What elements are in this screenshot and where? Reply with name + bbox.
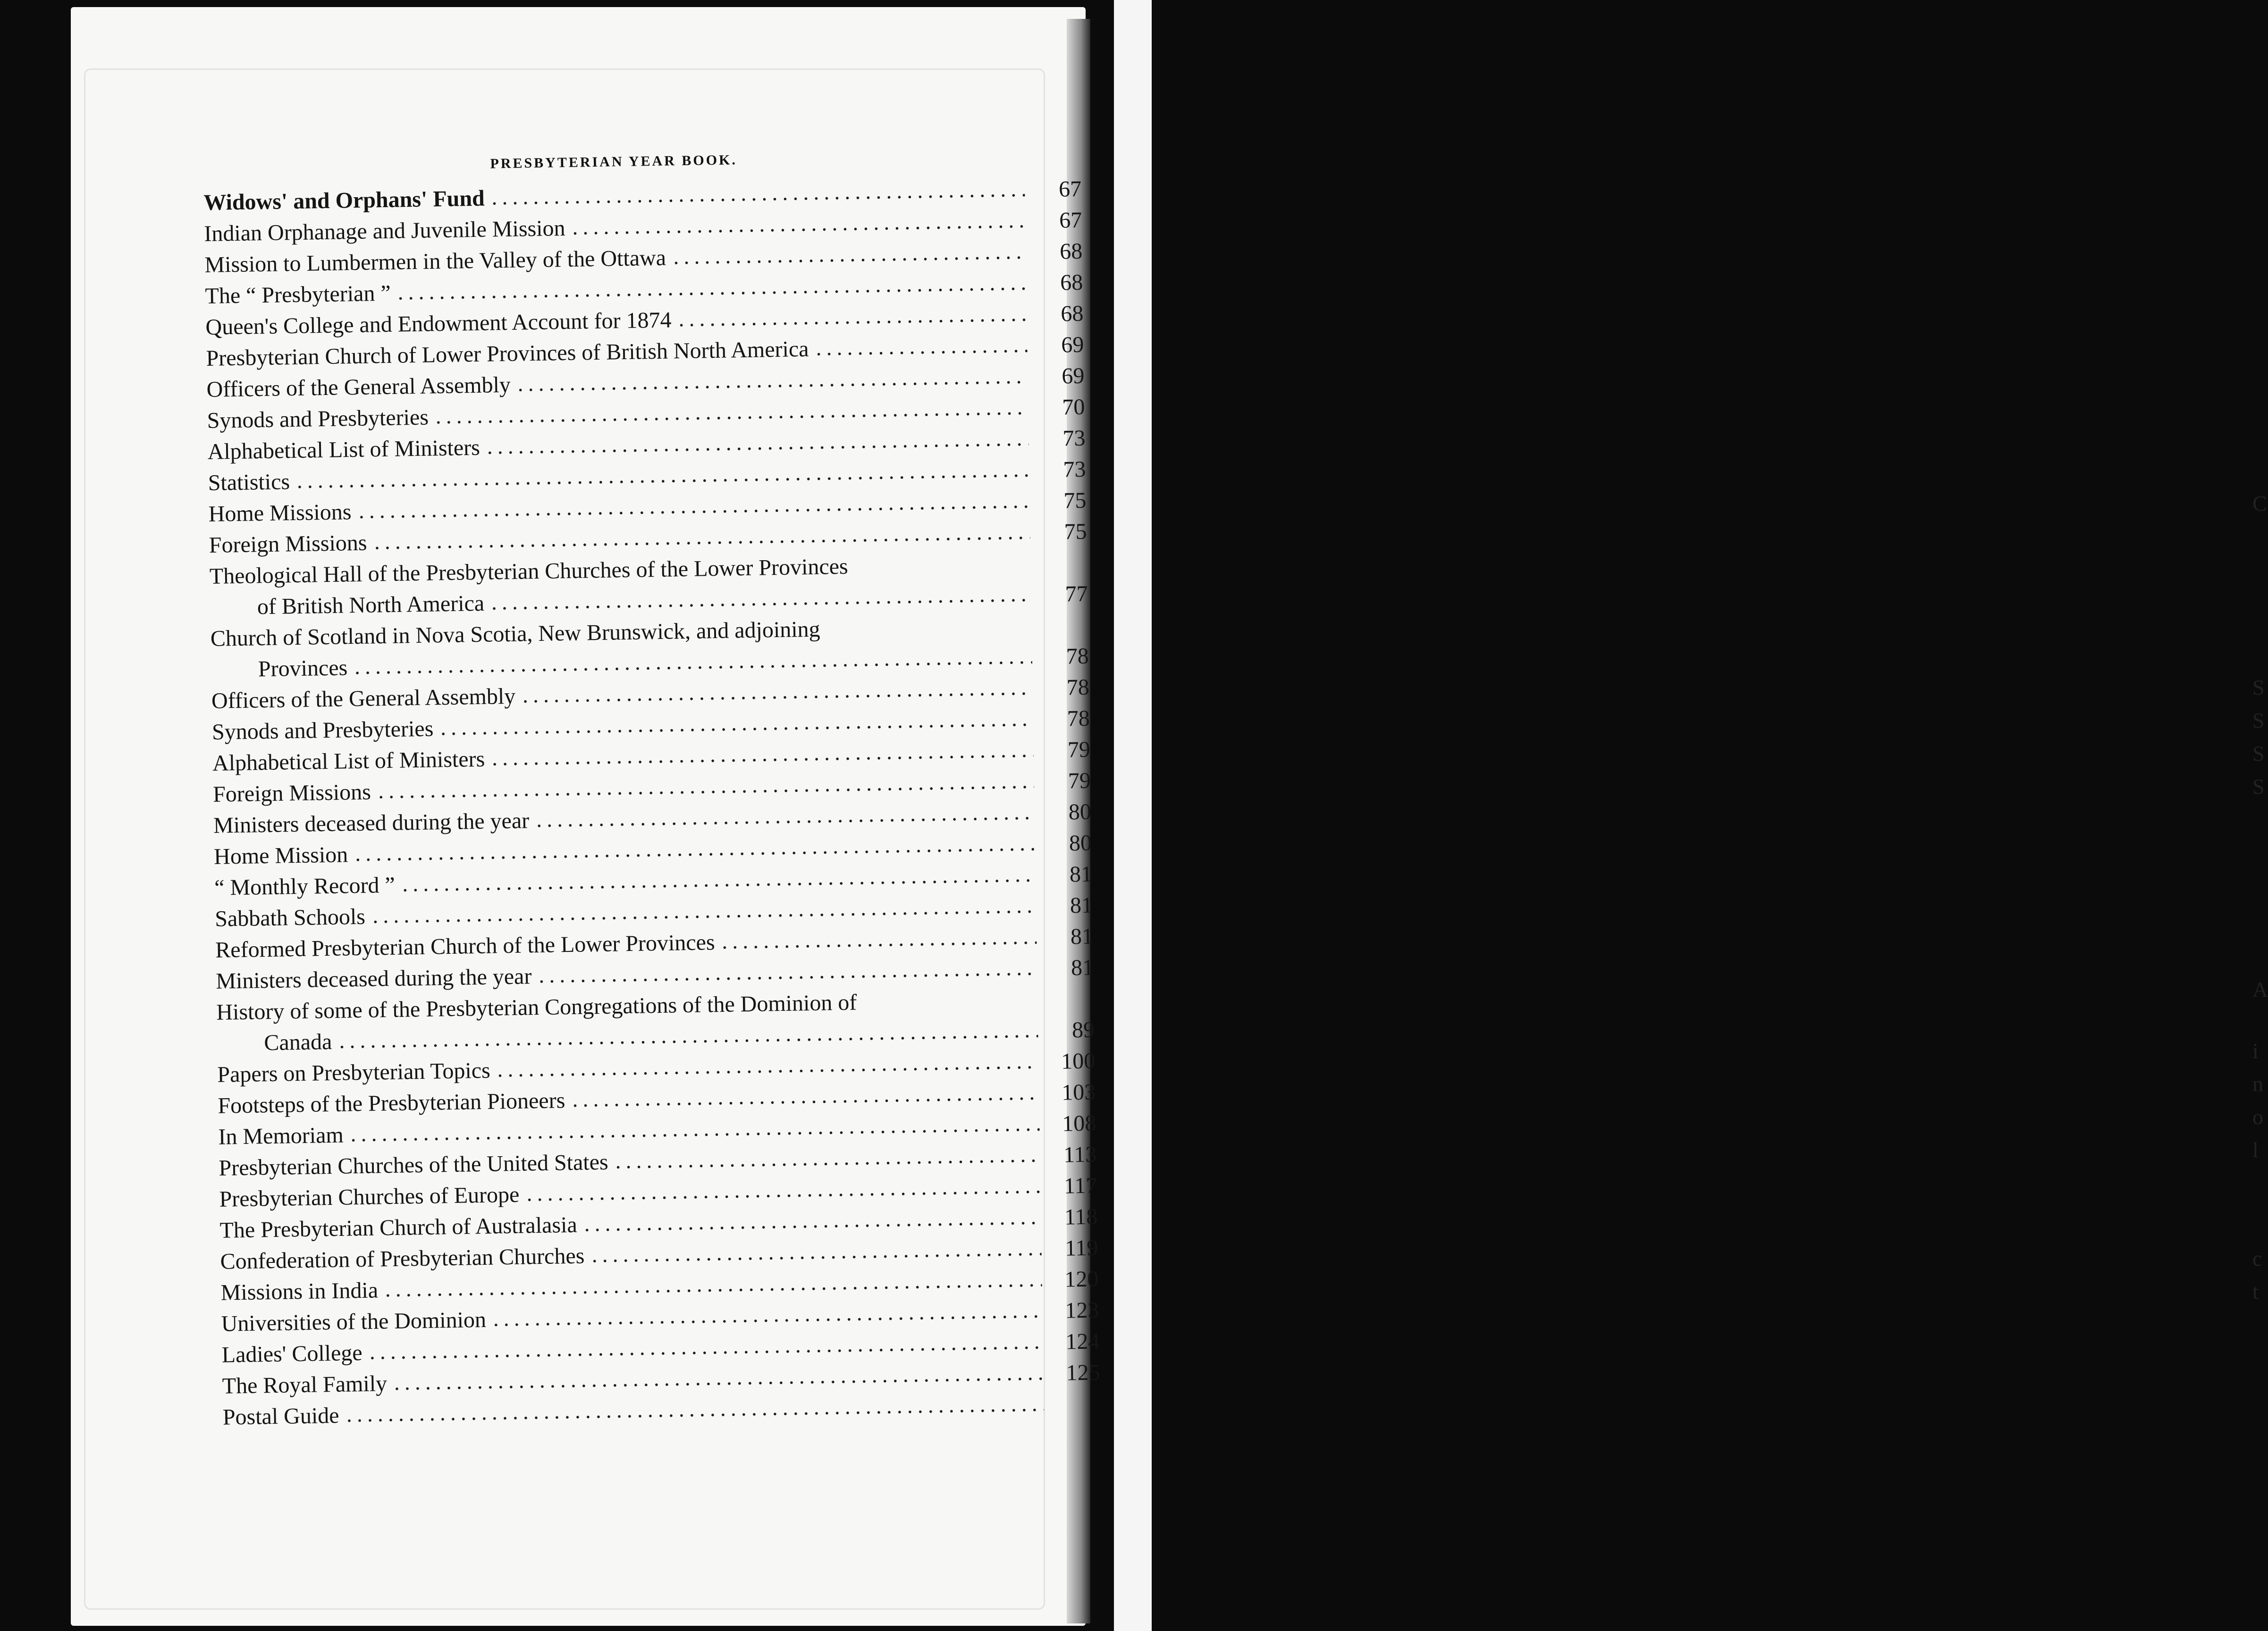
toc-entry-title: Theological Hall of the Presbyterian Churches of the Lower Provinces [209, 554, 849, 589]
toc-entry-title: Presbyterian Churches of the United States [219, 1149, 608, 1181]
dot-leader [671, 255, 1026, 266]
toc-entry-title: The “ Presbyterian ” [205, 280, 391, 309]
toc-list [203, 169, 1101, 1429]
toc-entry-page: 113 [1063, 1142, 1097, 1168]
facing-page-letter: t [2252, 1279, 2259, 1303]
toc-entry-title: Indian Orphanage and Juvenile Mission [204, 215, 565, 246]
dot-leader [720, 940, 1037, 950]
toc-entry-title: Alphabetical List of Ministers [212, 746, 485, 776]
toc-entry-title: Statistics [208, 469, 290, 496]
toc-entry-title: Widows' and Orphans' Fund [203, 185, 485, 215]
dot-leader [814, 349, 1028, 357]
toc-entry-title: Church of Scotland in Nova Scotia, New Brunswick, and adjoining [210, 616, 820, 651]
toc-entry-title: Home Missions [208, 499, 352, 527]
toc-entry-title: Foreign Missions [209, 530, 367, 558]
toc-entry-title: Mission to Lumbermen in the Valley of the Ottawa [204, 245, 666, 277]
toc-entry-title: Canada [263, 1029, 332, 1056]
toc-entry-page: 77 [1065, 581, 1088, 607]
toc-entry-title: Presbyterian Church of Lower Provinces of British North America [206, 336, 809, 371]
toc-entry-page: 68 [1060, 269, 1083, 295]
toc-entry-page: 80 [1068, 799, 1092, 825]
toc-entry-page: 125 [1066, 1360, 1100, 1386]
toc-entry-title: Provinces [258, 655, 348, 682]
toc-entry-title: Postal Guide [222, 1403, 339, 1430]
toc-entry-title: The Presbyterian Church of Australasia [219, 1212, 578, 1243]
toc-entry-title: of British North America [257, 590, 485, 620]
facing-page-letter: l [2252, 1138, 2259, 1162]
facing-page-letter: C [2252, 491, 2267, 515]
toc-entry-page: 124 [1065, 1328, 1100, 1354]
toc-entry-page: 119 [1064, 1235, 1098, 1261]
toc-entry-page: 79 [1067, 737, 1091, 763]
toc-entry-page: 67 [1059, 207, 1082, 233]
toc-entry-page: 75 [1064, 519, 1087, 545]
facing-page-letter: i [2252, 1039, 2259, 1063]
toc-entry-page: 78 [1066, 643, 1089, 669]
toc-entry-title: Reformed Presbyterian Church of the Lower Provinces [215, 930, 715, 963]
toc-entry-title: Officers of the General Assembly [206, 372, 511, 402]
toc-entry-page: 78 [1067, 706, 1090, 731]
toc-entry-title: Home Mission [213, 842, 348, 869]
toc-entry-title: Confederation of Presbyterian Churches [220, 1243, 585, 1274]
toc-entry-title: Foreign Missions [212, 779, 371, 807]
facing-page-edge [1114, 0, 2268, 1631]
toc-entry-page: 118 [1064, 1204, 1098, 1230]
toc-entry-page: 81 [1070, 924, 1094, 950]
facing-page-letter: o [2252, 1105, 2263, 1129]
toc-entry-page: 67 [1058, 176, 1082, 202]
toc-entry-page: 69 [1061, 332, 1084, 358]
toc-entry-title: Presbyterian Churches of Europe [219, 1182, 520, 1212]
toc-entry-page: 73 [1063, 456, 1086, 482]
facing-page-letter: c [2252, 1246, 2262, 1270]
toc-entry-title: Officers of the General Assembly [211, 683, 516, 714]
toc-entry-page: 123 [1065, 1297, 1099, 1323]
toc-entry-title: In Memoriam [218, 1122, 344, 1150]
toc-entry-title: Papers on Presbyterian Topics [217, 1058, 491, 1087]
toc-entry-page: 79 [1068, 768, 1091, 794]
facing-page-letter: S [2252, 675, 2265, 699]
toc-entry-page: 100 [1061, 1048, 1096, 1074]
toc-entry-title: The Royal Family [222, 1371, 388, 1399]
toc-entry-page: 73 [1062, 425, 1086, 451]
toc-entry-page: 78 [1066, 674, 1090, 700]
toc-entry-title: Ladies' College [221, 1340, 363, 1368]
toc-entry-page: 68 [1059, 238, 1083, 264]
toc-entry-title: Ministers deceased during the year [213, 808, 530, 838]
facing-page-letter: S [2252, 774, 2265, 799]
toc-entry-page: 81 [1070, 892, 1093, 918]
toc-entry-title: Universities of the Dominion [221, 1307, 487, 1337]
toc-entry-title: Synods and Presbyteries [211, 716, 434, 745]
toc-entry-page: 75 [1063, 488, 1087, 513]
toc-entry-title: Alphabetical List of Ministers [207, 435, 481, 464]
toc-entry-page: 81 [1069, 861, 1093, 887]
toc-entry-title: “ Monthly Record ” [214, 872, 396, 900]
toc-entry-title: Ministers deceased during the year [215, 964, 532, 994]
toc-entry-title: Sabbath Schools [214, 904, 366, 932]
toc-entry-page: 70 [1062, 394, 1085, 420]
facing-page-letter: n [2252, 1072, 2263, 1096]
toc-entry-page: 81 [1071, 955, 1094, 981]
toc-entry-page: 68 [1060, 301, 1084, 327]
toc-entry-page: 69 [1061, 363, 1085, 389]
running-header: PRESBYTERIAN YEAR BOOK. [490, 152, 738, 172]
facing-page-letter: A [2252, 977, 2268, 1001]
toc-entry-page: 120 [1064, 1266, 1099, 1292]
table-of-contents [203, 147, 1101, 1429]
dot-leader [676, 318, 1027, 328]
toc-entry-title: History of some of the Presbyterian Congregations of the Dominion of [216, 990, 857, 1025]
toc-entry-page: 108 [1062, 1110, 1096, 1136]
toc-entry-title: Footsteps of the Presbyterian Pioneers [218, 1088, 565, 1118]
toc-entry-page: 117 [1063, 1173, 1097, 1199]
facing-page-letter: S [2252, 741, 2265, 765]
facing-page-letter: S [2252, 708, 2265, 732]
toc-entry-title: Queen's College and Endowment Account for 1874 [205, 307, 672, 340]
toc-entry-page: 103 [1061, 1079, 1096, 1105]
toc-entry-title: Missions in India [220, 1278, 379, 1305]
toc-entry-page: 89 [1071, 1017, 1095, 1043]
toc-entry-title: Synods and Presbyteries [207, 404, 429, 433]
toc-entry-page: 80 [1069, 830, 1092, 856]
